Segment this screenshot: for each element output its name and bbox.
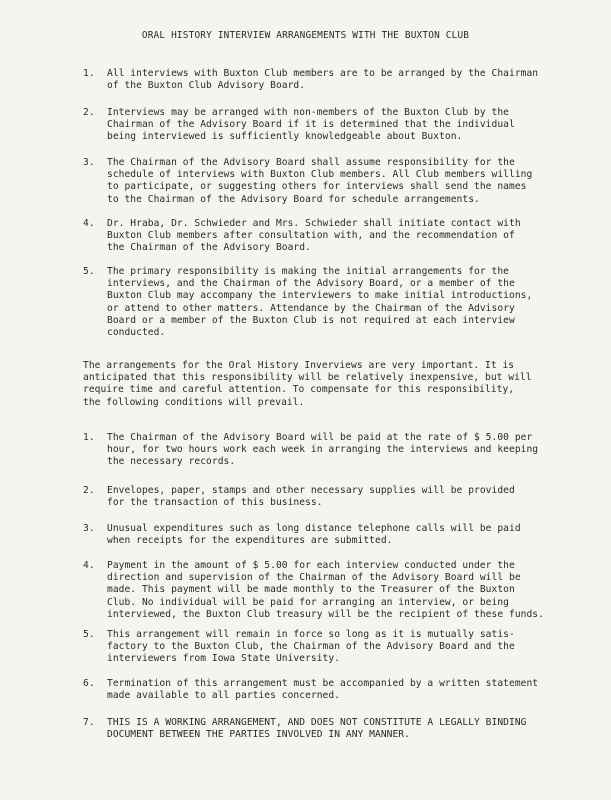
list-item [83, 717, 559, 741]
list-item-number: 1. [83, 432, 95, 443]
list-item [83, 678, 559, 702]
list-item [83, 107, 559, 144]
list-item-number: 4. [83, 218, 95, 229]
intro-paragraph: The arrangements for the Oral History Inverviews are very important. It is anticipated that this responsibility will be relatively inexpensive, but will require time and careful attention. To compensate for this responsibility, the following conditions will prevail. [83, 360, 532, 408]
list-item-number: 4. [83, 560, 95, 571]
list-item-text: Envelopes, paper, stamps and other necessary supplies will be provided for the transaction of this business. [107, 485, 515, 509]
list-item-number: 6. [83, 678, 95, 689]
list-item [83, 485, 559, 509]
list-item-number: 1. [83, 68, 95, 79]
list-item-text: THIS IS A WORKING ARRANGEMENT, AND DOES NOT CONSTITUTE A LEGALLY BINDING DOCUMENT BETWEEN THE PARTIES INVOLVED IN ANY MANNER. [107, 717, 527, 741]
list-item-text: Termination of this arrangement must be accompanied by a written statement made available to all parties concerned. [107, 678, 539, 702]
list-item [83, 560, 559, 621]
list-item-text: The Chairman of the Advisory Board shall assume responsibility for the schedule of interviews with Buxton Club members. All Club members willing to participate, or suggesting others for interviews shall send the names to the Chairman of the Advisory Board for schedule arrangements. [107, 157, 533, 205]
list-item-text: The Chairman of the Advisory Board will be paid at the rate of $ 5.00 per hour, for two hours work each week in arranging the interviews and keeping the necessary records. [107, 432, 539, 468]
list-item-text: Unusual expenditures such as long distance telephone calls will be paid when receipts for the expenditures are submitted. [107, 523, 521, 547]
list-item-number: 2. [83, 485, 95, 496]
list-item-number: 7. [83, 717, 95, 728]
list-item-number: 3. [83, 157, 95, 168]
list-item [83, 432, 559, 469]
list-item [83, 68, 559, 92]
list-item-text: The primary responsibility is making the initial arrangements for the interviews, and the Chairman of the Advisory Board, or a member of the Buxton Club may accompany the interviewers to make initial introductions, or attend to other matters. Attendance by the Chairman of the Advisory Board or a member of the Buxton Club is not required at each interview conducted. [107, 266, 533, 339]
list-item [83, 266, 559, 339]
list-item-number: 5. [83, 266, 95, 277]
list-item [83, 218, 559, 255]
list-item-number: 3. [83, 523, 95, 534]
list-item-text: All interviews with Buxton Club members are to be arranged by the Chairman of the Buxton Club Advisory Board. [107, 68, 539, 92]
list-item-number: 2. [83, 107, 95, 118]
list-item-text: This arrangement will remain in force so long as it is mutually satis- factory to the Buxton Club, the Chairman of the Advisory Board and the interviewers from Iowa State University. [107, 629, 515, 665]
list-item-text: Payment in the amount of $ 5.00 for each interview conducted under the direction and supervision of the Chairman of the Advisory Board will be made. This payment will be made monthly to the Treasurer of the Buxton Club. No individual will be paid for arranging an interview, or being interviewed, the Buxton Club treasury will be the recipient of these funds. [107, 560, 544, 620]
list-item-text: Interviews may be arranged with non-members of the Buxton Club by the Chairman of the Advisory Board if it is determined that the individual being interviewed is sufficiently knowledgeable about Buxton. [107, 107, 515, 143]
document-title: ORAL HISTORY INTERVIEW ARRANGEMENTS WITH THE BUXTON CLUB [141, 30, 470, 41]
list-item-text: Dr. Hraba, Dr. Schwieder and Mrs. Schwieder shall initiate contact with Buxton Club members after consultation with, and the recommendation of the Chairman of the Advisory Board. [107, 218, 521, 254]
list-item [83, 157, 559, 206]
list-item [83, 629, 559, 666]
list-item [83, 523, 559, 547]
list-item-number: 5. [83, 629, 95, 640]
